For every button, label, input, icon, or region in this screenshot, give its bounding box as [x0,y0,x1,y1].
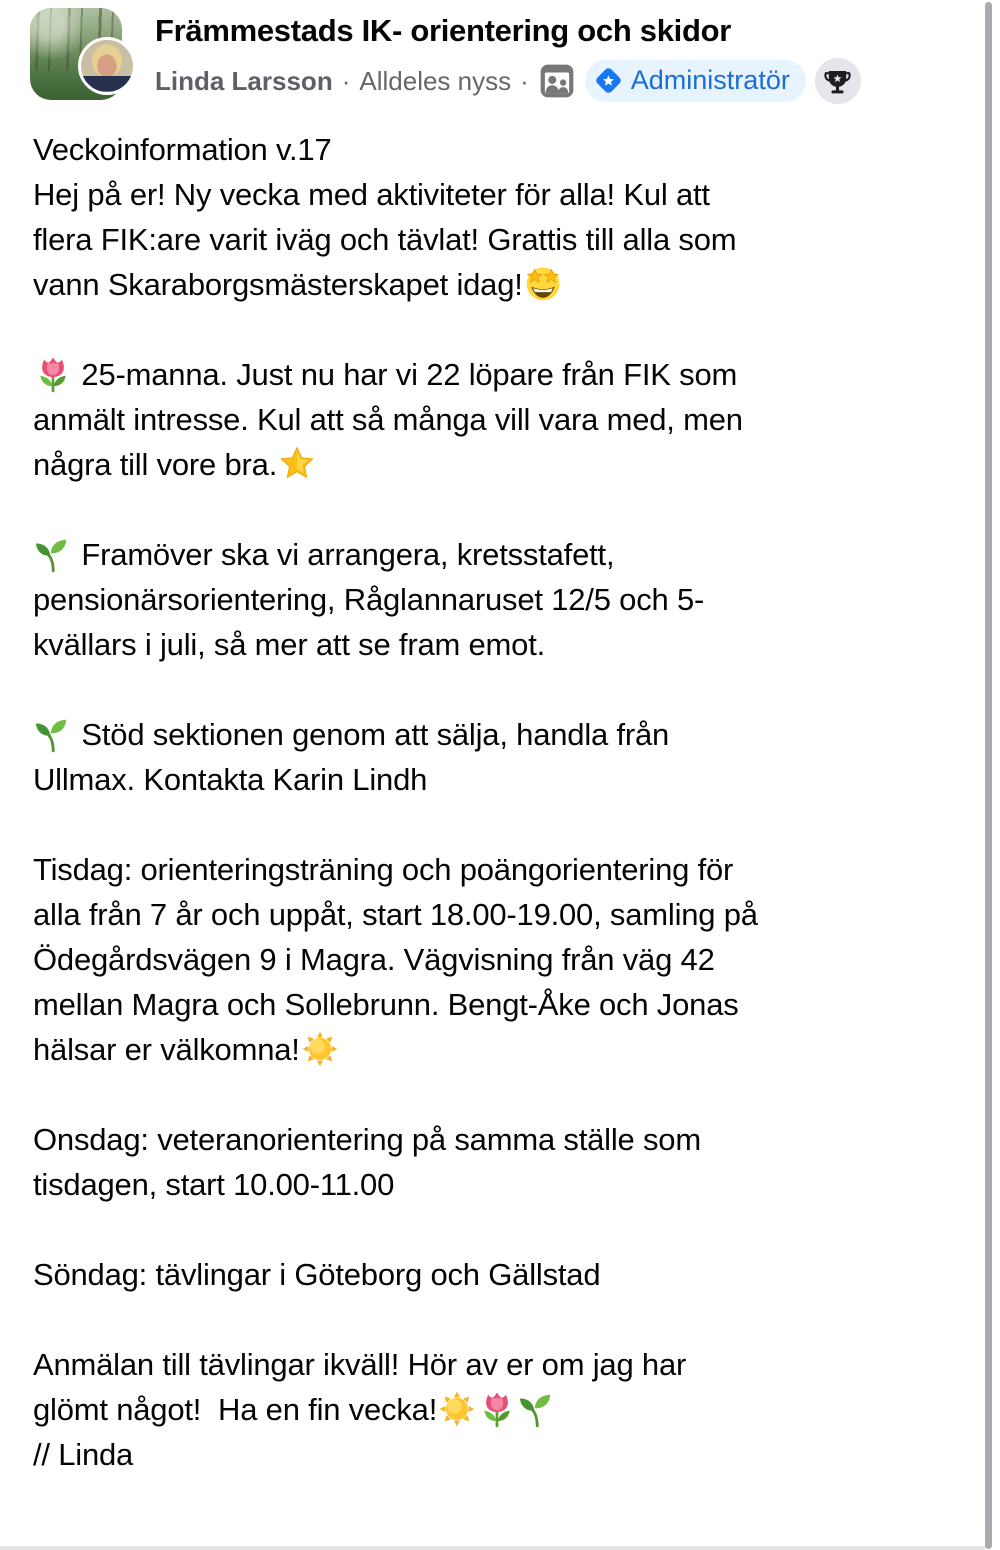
post-line [33,847,980,892]
bottom-divider [0,1546,985,1550]
post-text: alla från 7 år och uppåt, start 18.00-19.00, samling på [33,897,758,932]
seedling-emoji-icon [34,715,72,753]
post-text: Framöver ska vi arrangera, kretsstafett, [73,537,615,572]
star-struck-emoji-icon [524,265,562,303]
post-text: anmält intresse. Kul att så många vill vara med, men [33,402,743,437]
post-line [33,577,980,622]
tulip-emoji-icon [478,1390,516,1428]
group-name[interactable]: Främmestads IK- orientering och skidor [155,13,732,48]
scrollbar[interactable] [985,2,992,1549]
top-contributor-trophy-icon [823,67,852,96]
admin-badge-label: Administratör [630,65,790,95]
post-line [33,1027,980,1072]
post-line [33,1342,980,1387]
author-name[interactable]: Linda Larsson [155,65,333,96]
post-text: några till vore bra. [33,447,278,482]
seedling-emoji-icon [518,1390,556,1428]
seedling-emoji-icon [34,535,72,573]
post-line [33,1252,980,1297]
post-text: Hej på er! Ny vecka med aktiviteter för alla! Kul att [33,177,710,212]
post-line [33,262,980,307]
post-line [33,172,980,217]
post-line [33,1162,980,1207]
post-paragraph [33,1252,980,1297]
post-text: Tisdag: orienteringsträning och poängorientering för [33,852,734,887]
admin-diamond-star-icon [592,64,625,97]
post-text: pensionärsorientering, Råglannaruset 12/5 och 5- [33,582,705,617]
post-body [33,127,980,1477]
post-line [33,622,980,667]
top-contributor-badge[interactable] [815,58,861,104]
post-text: mellan Magra och Sollebrunn. Bengt-Åke och Jonas [33,987,739,1022]
post-paragraph [33,1117,980,1207]
tulip-emoji-icon [34,355,72,393]
post-paragraph [33,352,980,487]
post-line [33,1117,980,1162]
post-line [33,127,980,172]
post-text: Veckoinformation v.17 [33,132,332,167]
post-paragraph [33,532,980,667]
sun-emoji-icon [301,1030,339,1068]
post-line [33,892,980,937]
post-line [33,937,980,982]
post-meta [155,58,861,104]
post-text: tisdagen, start 10.00-11.00 [33,1167,395,1202]
sun-emoji-icon [438,1390,476,1428]
post-paragraph [33,1342,980,1477]
author-avatar[interactable] [78,37,136,95]
post-text: // Linda [33,1437,134,1472]
post-text: Ödegårdsvägen 9 i Magra. Vägvisning från väg 42 [33,942,715,977]
meta-separator: · [520,65,529,96]
members-photo-icon [538,62,576,100]
post-paragraph [33,847,980,1072]
post-text: Onsdag: veteranorientering på samma ställe som [33,1122,701,1157]
post-text: flera FIK:are varit iväg och tävlat! Grattis till alla som [33,222,737,257]
post-line [33,532,980,577]
post-line [33,757,980,802]
post-line [33,397,980,442]
timestamp[interactable]: Alldeles nyss [359,65,512,96]
post-text: glömt något! Ha en fin vecka! [33,1392,438,1427]
glowing-star-emoji-icon [278,445,316,483]
post-text: kvällars i juli, så mer att se fram emot. [33,627,546,662]
post-text: Söndag: tävlingar i Göteborg och Gällstad [33,1257,601,1292]
post-text: 25-manna. Just nu har vi 22 löpare från FIK som [73,357,738,392]
post-line [33,1387,980,1432]
post-line [33,217,980,262]
meta-separator: · [341,65,351,96]
post-text: Ullmax. Kontakta Karin Lindh [33,762,428,797]
post-text: Stöd sektionen genom att sälja, handla från [73,717,670,752]
post-text: hälsar er välkomna! [33,1032,300,1067]
post-line [33,442,980,487]
post-paragraph [33,127,980,307]
post-line [33,712,980,757]
post-text: vann Skaraborgsmästerskapet idag! [33,267,523,302]
post-line [33,982,980,1027]
post-text: Anmälan till tävlingar ikväll! Hör av er om jag har [33,1347,687,1382]
post-line [33,352,980,397]
post-line [33,1432,980,1477]
post-paragraph [33,712,980,802]
admin-badge[interactable] [585,60,806,102]
